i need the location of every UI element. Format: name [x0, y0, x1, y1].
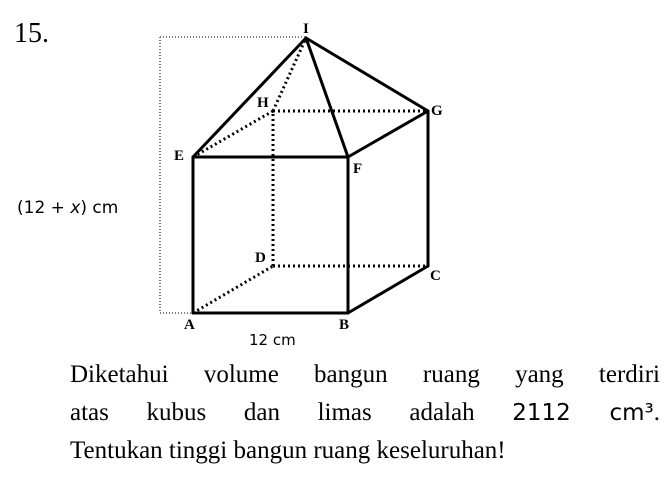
question-line-1: Diketahui volume bangun ruang yang terdiri [70, 361, 660, 388]
question-line-2: atas kubus dan limas adalah 2112 cm³. [70, 399, 661, 426]
point-label-e: E [174, 148, 185, 164]
height-dimension-label: (12 + x) cm [17, 198, 119, 218]
point-label-b: B [339, 317, 350, 333]
volume-value: 2112 cm³ [512, 400, 654, 426]
edge-hi-hidden [273, 38, 306, 111]
edge-ei [193, 38, 306, 157]
point-label-a: A [184, 317, 195, 333]
point-label-f: F [353, 161, 363, 177]
point-label-h: H [257, 95, 269, 111]
question-text [70, 356, 660, 470]
point-label-d: D [255, 250, 266, 266]
edge-ad-hidden [193, 266, 273, 313]
edge-gi [306, 38, 428, 111]
edge-fi [306, 38, 348, 157]
edge-he-hidden [193, 111, 273, 157]
question-number: 15. [14, 18, 49, 49]
point-label-i: I [303, 21, 309, 37]
edge-gf [348, 111, 428, 157]
point-label-g: G [431, 103, 443, 119]
question-line-3: Tentukan tinggi bangun ruang keseluruhan! [70, 437, 506, 464]
base-dimension-label: 12 cm [249, 331, 296, 349]
edge-bc [348, 266, 428, 313]
point-label-c: C [430, 268, 441, 284]
